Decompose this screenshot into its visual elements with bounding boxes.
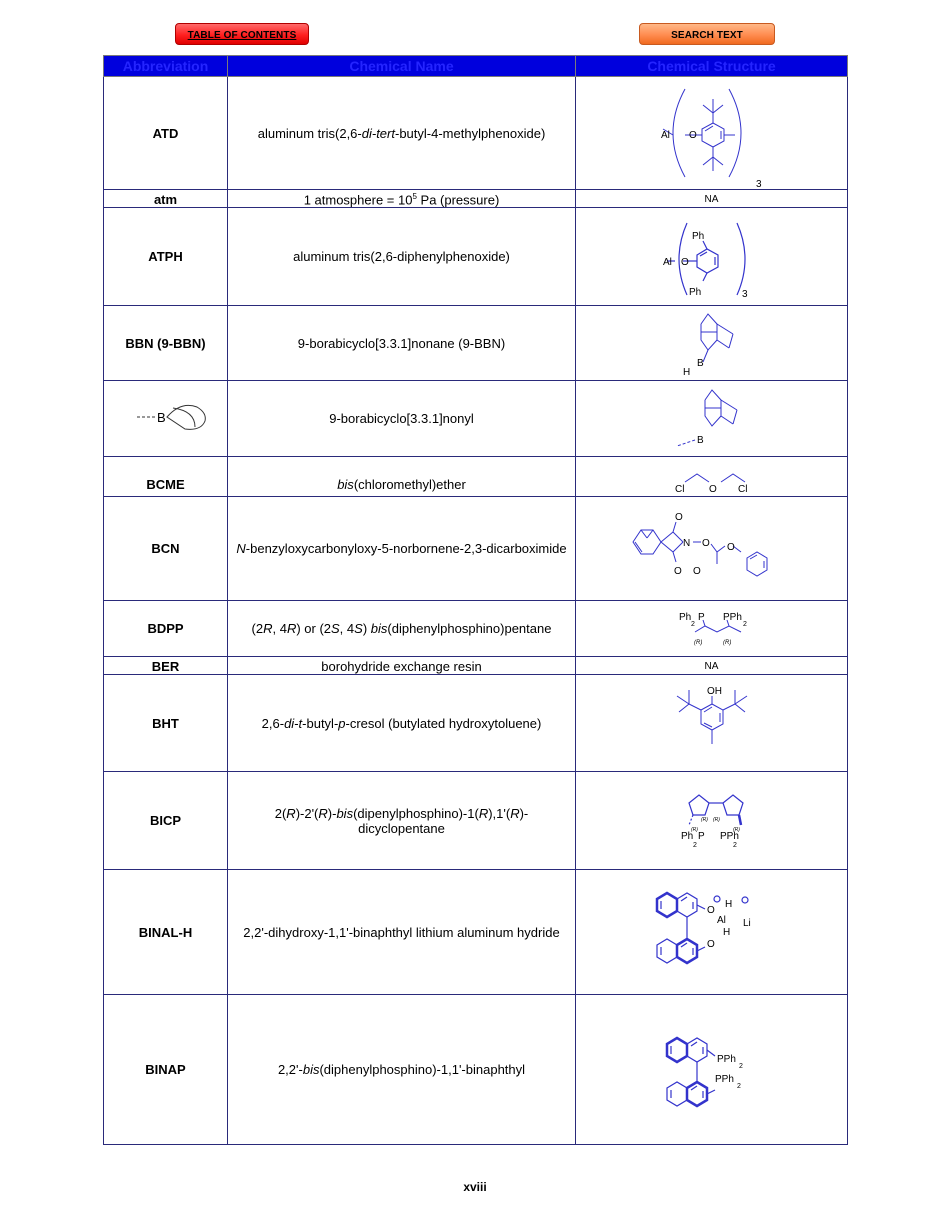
struct-label: Li	[742, 917, 751, 929]
struct-label: H	[682, 367, 690, 379]
struct-label: H	[724, 898, 732, 910]
name-cell: (2R, 4R) or (2S, 4S) bis(diphenylphosphino)pentane	[228, 601, 576, 657]
struct-label: O	[692, 565, 701, 577]
struct-label: 2	[742, 620, 747, 628]
struct-label: (R)	[690, 826, 698, 833]
struct-label: O	[680, 256, 689, 268]
structure-cell	[576, 675, 848, 772]
struct-label: (R)	[693, 639, 702, 646]
struct-label: 2	[738, 1062, 743, 1070]
structure-cell	[576, 995, 848, 1145]
struct-label: PPh	[719, 830, 739, 842]
struct-label: N	[682, 537, 690, 549]
name-cell: aluminum tris(2,6-diphenylphenoxide)	[228, 208, 576, 306]
struct-label: Ph	[688, 286, 701, 298]
structure-cell	[576, 601, 848, 657]
page-number: xviii	[463, 1180, 487, 1194]
struct-label: OH	[706, 685, 722, 697]
bbn-nonyl-structure	[577, 382, 847, 456]
abbreviation-table	[103, 55, 848, 1145]
abbr-cell: atm	[104, 190, 228, 208]
name-cell: 2,2'-dihydroxy-1,1'-binaphthyl lithium aluminum hydride	[228, 870, 576, 995]
symbol-label: B	[156, 410, 166, 426]
table-row	[104, 675, 848, 772]
struct-label: (R)	[732, 826, 740, 833]
struct-label: B	[696, 358, 704, 370]
struct-label: 2	[736, 1082, 741, 1090]
header-chemical-structure: Chemical Structure	[576, 56, 848, 77]
bcn-structure	[577, 498, 847, 600]
name-cell: 2(R)-2'(R)-bis(dipenylphosphino)-1(R),1'(R)-dicyclopentane	[228, 772, 576, 870]
structure-cell	[576, 497, 848, 601]
structure-cell	[576, 381, 848, 457]
struct-label: Al	[660, 130, 670, 141]
structure-cell: NA	[576, 657, 848, 675]
table-row	[104, 77, 848, 190]
abbr-cell: BINAP	[104, 995, 228, 1145]
struct-label: Ph	[680, 830, 693, 842]
struct-label: Al	[716, 914, 726, 926]
structure-cell	[576, 457, 848, 497]
atph-structure	[577, 209, 847, 305]
abbr-cell: BBN (9-BBN)	[104, 306, 228, 381]
struct-label: Cl	[674, 483, 684, 495]
struct-label: O	[688, 130, 697, 141]
struct-label: Al	[662, 256, 672, 268]
table-header-row	[104, 56, 848, 77]
struct-label: O	[708, 483, 717, 495]
table-row	[104, 457, 848, 497]
table-row	[104, 657, 848, 675]
struct-label: O	[673, 565, 682, 577]
header-abbreviation: Abbreviation	[104, 56, 228, 77]
name-cell: aluminum tris(2,6-di-tert-butyl-4-methylphenoxide)	[228, 77, 576, 190]
structure-cell	[576, 208, 848, 306]
table-row	[104, 995, 848, 1145]
structure-cell	[576, 77, 848, 190]
table-row	[104, 208, 848, 306]
name-cell: 2,2'-bis(diphenylphosphino)-1,1'-binaphthyl	[228, 995, 576, 1145]
abbr-cell	[104, 381, 228, 457]
header-chemical-name: Chemical Name	[228, 56, 576, 77]
struct-label: O	[701, 537, 710, 549]
name-cell: 2,6-di-t-butyl-p-cresol (butylated hydroxytoluene)	[228, 675, 576, 772]
abbr-cell: BHT	[104, 675, 228, 772]
abbr-cell: BINAL-H	[104, 870, 228, 995]
name-cell: borohydride exchange resin	[228, 657, 576, 675]
structure-cell	[576, 870, 848, 995]
table-of-contents-button[interactable]: TABLE OF CONTENTS	[175, 23, 309, 45]
struct-label: O	[706, 904, 715, 916]
struct-label: O	[674, 511, 683, 523]
abbr-cell: ATD	[104, 77, 228, 190]
atd-structure	[577, 77, 847, 189]
struct-label: 2	[732, 841, 737, 849]
struct-label: P	[697, 611, 705, 623]
name-cell: bis(chloromethyl)ether	[228, 457, 576, 497]
struct-label: O	[706, 938, 715, 950]
structure-cell: NA	[576, 190, 848, 208]
abbr-cell: BICP	[104, 772, 228, 870]
struct-label: PPh	[714, 1073, 734, 1085]
name-cell: 1 atmosphere = $10^5$ Pa (pressure)	[228, 190, 576, 208]
bcme-structure	[577, 458, 847, 496]
struct-label: P	[697, 830, 705, 842]
table-row	[104, 772, 848, 870]
struct-label: B	[696, 434, 704, 446]
bbn-symbol	[111, 397, 221, 437]
struct-label: (R)	[712, 816, 720, 823]
table-row	[104, 190, 848, 208]
table-row	[104, 306, 848, 381]
struct-label: 3	[755, 179, 762, 189]
struct-label: 3	[741, 288, 748, 300]
abbr-cell: BER	[104, 657, 228, 675]
structure-cell	[576, 306, 848, 381]
abbr-cell: ATPH	[104, 208, 228, 306]
table-row	[104, 601, 848, 657]
struct-label: Ph	[691, 230, 704, 242]
binap-structure	[577, 996, 847, 1144]
bdpp-structure	[577, 602, 847, 656]
struct-label: PPh	[722, 611, 742, 623]
abbr-cell: BDPP	[104, 601, 228, 657]
struct-label: (R)	[722, 639, 731, 646]
bbn-structure	[577, 306, 847, 380]
table-row	[104, 870, 848, 995]
struct-label: H	[722, 926, 730, 938]
structure-cell	[576, 772, 848, 870]
struct-label: (R)	[700, 816, 708, 823]
name-cell: N-benzyloxycarbonyloxy-5-norbornene-2,3-dicarboximide	[228, 497, 576, 601]
binal-h-structure	[577, 871, 847, 994]
bht-structure	[577, 676, 847, 771]
struct-label: Cl	[737, 483, 747, 495]
search-text-button[interactable]: SEARCH TEXT	[639, 23, 775, 45]
abbr-cell: BCME	[104, 457, 228, 497]
bicp-structure	[577, 773, 847, 869]
struct-label: 2	[690, 620, 695, 628]
struct-label: Ph	[678, 611, 691, 623]
table-row	[104, 497, 848, 601]
struct-label: PPh	[716, 1053, 736, 1065]
table-row	[104, 381, 848, 457]
struct-label: O	[726, 541, 735, 553]
struct-label: 2	[692, 841, 697, 849]
name-cell: 9-borabicyclo[3.3.1]nonane (9-BBN)	[228, 306, 576, 381]
name-cell: 9-borabicyclo[3.3.1]nonyl	[228, 381, 576, 457]
abbr-cell: BCN	[104, 497, 228, 601]
